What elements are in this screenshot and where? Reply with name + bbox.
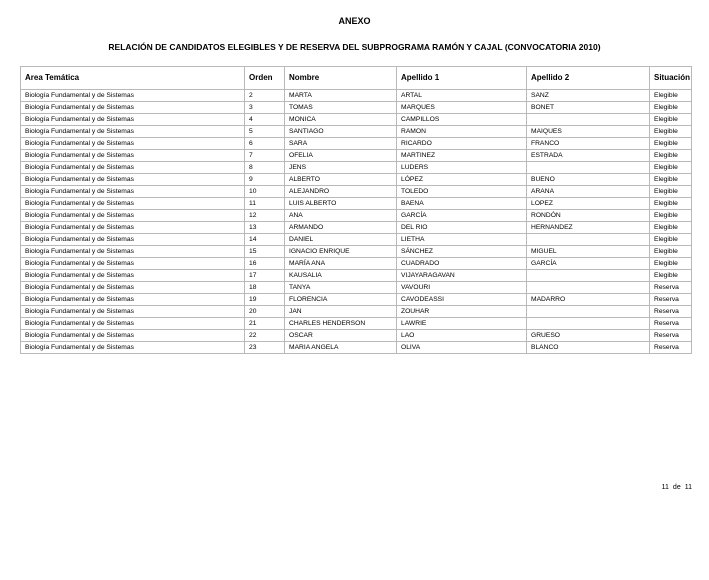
cell-nombre: OFELIA	[285, 150, 397, 162]
cell-area-tematica: Biología Fundamental y de Sistemas	[21, 174, 245, 186]
table-row	[21, 294, 692, 306]
cell-nombre: CHARLES HENDERSON	[285, 318, 397, 330]
cell-nombre: MONICA	[285, 114, 397, 126]
cell-area-tematica: Biología Fundamental y de Sistemas	[21, 126, 245, 138]
cell-nombre: ANA	[285, 210, 397, 222]
cell-nombre: KAUSALIA	[285, 270, 397, 282]
cell-apellido-2: GRUESO	[527, 330, 650, 342]
cell-apellido-2	[527, 162, 650, 174]
cell-nombre: JAN	[285, 306, 397, 318]
cell-apellido-1: RAMON	[397, 126, 527, 138]
page-title: ANEXO	[338, 16, 371, 26]
cell-nombre: SANTIAGO	[285, 126, 397, 138]
cell-apellido-1: CUADRADO	[397, 258, 527, 270]
cell-apellido-2	[527, 114, 650, 126]
cell-apellido-2: HERNANDEZ	[527, 222, 650, 234]
cell-situacion: Elegible	[650, 102, 692, 114]
cell-situacion: Elegible	[650, 114, 692, 126]
cell-orden: 8	[245, 162, 285, 174]
cell-apellido-2: SANZ	[527, 90, 650, 102]
cell-orden: 7	[245, 150, 285, 162]
cell-orden: 17	[245, 270, 285, 282]
table-row	[21, 126, 692, 138]
table-row	[21, 102, 692, 114]
cell-area-tematica: Biología Fundamental y de Sistemas	[21, 270, 245, 282]
header-apellido-1: Apellido 1	[397, 67, 527, 90]
cell-apellido-1: LIETHA	[397, 234, 527, 246]
cell-nombre: TOMAS	[285, 102, 397, 114]
cell-situacion: Elegible	[650, 234, 692, 246]
cell-situacion: Elegible	[650, 174, 692, 186]
cell-apellido-1: ARTAL	[397, 90, 527, 102]
cell-situacion: Elegible	[650, 150, 692, 162]
page-number	[658, 484, 692, 491]
table-row	[21, 342, 692, 354]
cell-apellido-1: GARCÍA	[397, 210, 527, 222]
cell-situacion: Elegible	[650, 186, 692, 198]
cell-apellido-1: LAO	[397, 330, 527, 342]
cell-orden: 18	[245, 282, 285, 294]
table-row	[21, 306, 692, 318]
table-row	[21, 90, 692, 102]
table-row	[21, 330, 692, 342]
cell-area-tematica: Biología Fundamental y de Sistemas	[21, 342, 245, 354]
page-current: 11	[661, 484, 669, 491]
cell-area-tematica: Biología Fundamental y de Sistemas	[21, 306, 245, 318]
cell-apellido-2: BLANCO	[527, 342, 650, 354]
cell-nombre: MARTA	[285, 90, 397, 102]
cell-orden: 10	[245, 186, 285, 198]
cell-situacion: Reserva	[650, 282, 692, 294]
cell-orden: 23	[245, 342, 285, 354]
cell-apellido-1: OLIVA	[397, 342, 527, 354]
cell-apellido-1: RICARDO	[397, 138, 527, 150]
cell-orden: 6	[245, 138, 285, 150]
cell-apellido-2: MADARRO	[527, 294, 650, 306]
cell-apellido-1: MARQUES	[397, 102, 527, 114]
cell-apellido-2: GARCÍA	[527, 258, 650, 270]
cell-area-tematica: Biología Fundamental y de Sistemas	[21, 282, 245, 294]
cell-situacion: Elegible	[650, 222, 692, 234]
table-row	[21, 138, 692, 150]
cell-orden: 14	[245, 234, 285, 246]
cell-situacion: Elegible	[650, 246, 692, 258]
cell-nombre: JENS	[285, 162, 397, 174]
cell-apellido-1: SÁNCHEZ	[397, 246, 527, 258]
table-row	[21, 246, 692, 258]
cell-area-tematica: Biología Fundamental y de Sistemas	[21, 246, 245, 258]
cell-area-tematica: Biología Fundamental y de Sistemas	[21, 162, 245, 174]
cell-apellido-1: DEL RIO	[397, 222, 527, 234]
cell-orden: 20	[245, 306, 285, 318]
table-row	[21, 198, 692, 210]
cell-nombre: ALEJANDRO	[285, 186, 397, 198]
cell-nombre: OSCAR	[285, 330, 397, 342]
cell-area-tematica: Biología Fundamental y de Sistemas	[21, 198, 245, 210]
table-row	[21, 258, 692, 270]
cell-orden: 12	[245, 210, 285, 222]
candidates-table	[20, 66, 692, 354]
header-situacion: Situación	[650, 67, 692, 90]
table-row	[21, 162, 692, 174]
table-header-row	[21, 67, 692, 90]
cell-area-tematica: Biología Fundamental y de Sistemas	[21, 222, 245, 234]
cell-orden: 22	[245, 330, 285, 342]
cell-area-tematica: Biología Fundamental y de Sistemas	[21, 186, 245, 198]
cell-nombre: ALBERTO	[285, 174, 397, 186]
cell-orden: 4	[245, 114, 285, 126]
cell-area-tematica: Biología Fundamental y de Sistemas	[21, 318, 245, 330]
cell-area-tematica: Biología Fundamental y de Sistemas	[21, 114, 245, 126]
cell-apellido-2	[527, 282, 650, 294]
cell-nombre: DANIEL	[285, 234, 397, 246]
cell-apellido-2: MAIQUES	[527, 126, 650, 138]
cell-orden: 19	[245, 294, 285, 306]
table-row	[21, 150, 692, 162]
cell-area-tematica: Biología Fundamental y de Sistemas	[21, 102, 245, 114]
cell-area-tematica: Biología Fundamental y de Sistemas	[21, 234, 245, 246]
cell-apellido-2: LOPEZ	[527, 198, 650, 210]
cell-apellido-1: MARTINEZ	[397, 150, 527, 162]
cell-nombre: IGNACIO ENRIQUE	[285, 246, 397, 258]
cell-area-tematica: Biología Fundamental y de Sistemas	[21, 258, 245, 270]
cell-situacion: Reserva	[650, 294, 692, 306]
document-subtitle: RELACIÓN DE CANDIDATOS ELEGIBLES Y DE RESERVA DEL SUBPROGRAMA RAMÓN Y CAJAL (CONVOCATORIA 2010)	[108, 42, 601, 52]
cell-area-tematica: Biología Fundamental y de Sistemas	[21, 210, 245, 222]
page-total: 11	[684, 484, 692, 491]
cell-situacion: Reserva	[650, 342, 692, 354]
cell-apellido-1: LAWRIE	[397, 318, 527, 330]
cell-apellido-2: ESTRADA	[527, 150, 650, 162]
table-row	[21, 114, 692, 126]
header-nombre: Nombre	[285, 67, 397, 90]
cell-apellido-2	[527, 306, 650, 318]
cell-situacion: Elegible	[650, 270, 692, 282]
cell-situacion: Reserva	[650, 318, 692, 330]
cell-situacion: Elegible	[650, 210, 692, 222]
cell-nombre: ARMANDO	[285, 222, 397, 234]
cell-apellido-2: RONDÓN	[527, 210, 650, 222]
cell-orden: 15	[245, 246, 285, 258]
cell-apellido-2: BUENO	[527, 174, 650, 186]
table-row	[21, 234, 692, 246]
cell-apellido-1: LÓPEZ	[397, 174, 527, 186]
cell-apellido-1: VIJAYARAGAVAN	[397, 270, 527, 282]
cell-situacion: Elegible	[650, 198, 692, 210]
cell-apellido-1: LUDERS	[397, 162, 527, 174]
header-orden: Orden	[245, 67, 285, 90]
cell-situacion: Elegible	[650, 126, 692, 138]
cell-situacion: Reserva	[650, 306, 692, 318]
cell-apellido-1: VAVOURI	[397, 282, 527, 294]
cell-orden: 21	[245, 318, 285, 330]
cell-apellido-1: CAVODEASSI	[397, 294, 527, 306]
table-row	[21, 318, 692, 330]
cell-area-tematica: Biología Fundamental y de Sistemas	[21, 90, 245, 102]
table-row	[21, 270, 692, 282]
cell-area-tematica: Biología Fundamental y de Sistemas	[21, 150, 245, 162]
header-area-tematica: Area Temática	[21, 67, 245, 90]
table-row	[21, 282, 692, 294]
cell-situacion: Elegible	[650, 138, 692, 150]
cell-apellido-1: BAENA	[397, 198, 527, 210]
page-separator: de	[672, 484, 681, 491]
cell-apellido-1: ZOUHAR	[397, 306, 527, 318]
cell-orden: 3	[245, 102, 285, 114]
cell-area-tematica: Biología Fundamental y de Sistemas	[21, 330, 245, 342]
cell-situacion: Elegible	[650, 162, 692, 174]
cell-apellido-2: ARANA	[527, 186, 650, 198]
cell-apellido-1: CAMPILLOS	[397, 114, 527, 126]
cell-situacion: Elegible	[650, 258, 692, 270]
cell-situacion: Elegible	[650, 90, 692, 102]
cell-orden: 5	[245, 126, 285, 138]
cell-apellido-2	[527, 234, 650, 246]
cell-nombre: LUIS ALBERTO	[285, 198, 397, 210]
cell-area-tematica: Biología Fundamental y de Sistemas	[21, 294, 245, 306]
cell-apellido-2: BONET	[527, 102, 650, 114]
table-row	[21, 186, 692, 198]
cell-orden: 9	[245, 174, 285, 186]
cell-nombre: TANYA	[285, 282, 397, 294]
cell-apellido-2	[527, 270, 650, 282]
cell-nombre: SARA	[285, 138, 397, 150]
cell-apellido-2	[527, 318, 650, 330]
cell-orden: 16	[245, 258, 285, 270]
table-row	[21, 222, 692, 234]
cell-orden: 2	[245, 90, 285, 102]
cell-apellido-1: TOLEDO	[397, 186, 527, 198]
table-row	[21, 210, 692, 222]
cell-orden: 11	[245, 198, 285, 210]
cell-apellido-2: FRANCO	[527, 138, 650, 150]
header-apellido-2: Apellido 2	[527, 67, 650, 90]
cell-area-tematica: Biología Fundamental y de Sistemas	[21, 138, 245, 150]
cell-apellido-2: MIGUEL	[527, 246, 650, 258]
cell-nombre: MARÍA ANA	[285, 258, 397, 270]
cell-nombre: MARIA ANGELA	[285, 342, 397, 354]
cell-orden: 13	[245, 222, 285, 234]
cell-situacion: Reserva	[650, 330, 692, 342]
cell-nombre: FLORENCIA	[285, 294, 397, 306]
table-row	[21, 174, 692, 186]
